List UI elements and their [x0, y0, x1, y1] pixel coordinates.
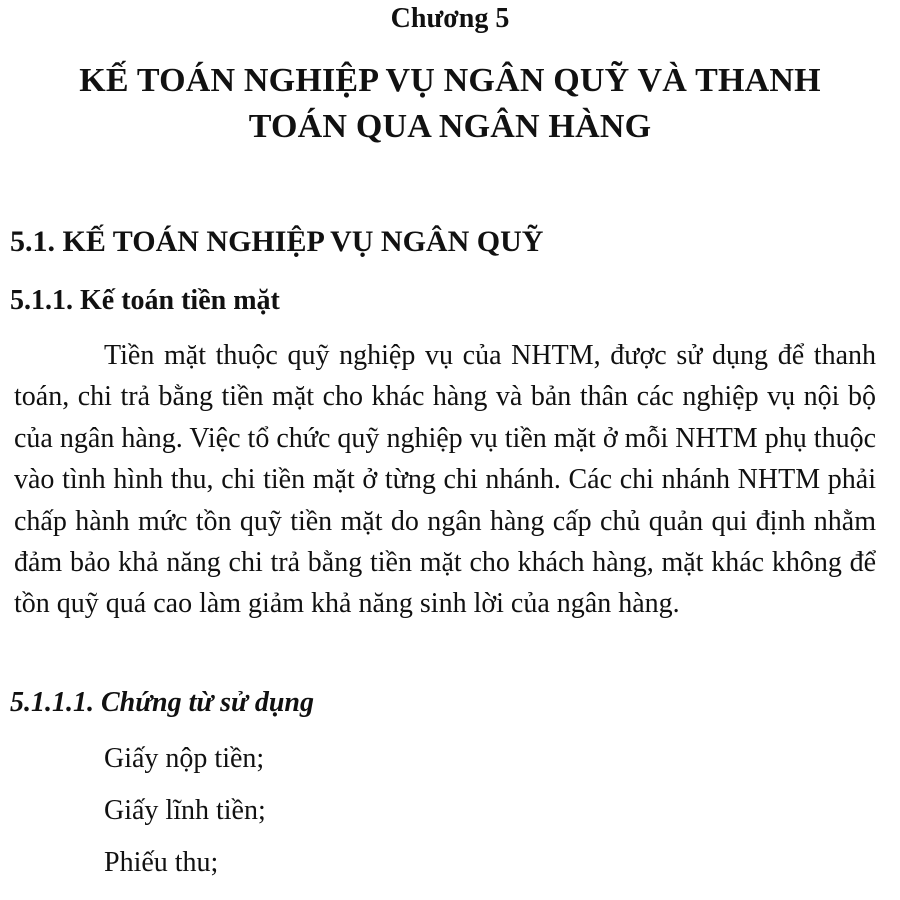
list-item: Giấy nộp tiền; — [104, 743, 265, 774]
document-list — [104, 740, 266, 896]
chapter-title-line-2: TOÁN QUA NGÂN HÀNG — [248, 108, 652, 145]
subsection-heading: 5.1.1. Kế toán tiền mặt — [10, 285, 280, 316]
subsubsection-heading: 5.1.1.1. Chứng từ sử dụng — [10, 687, 314, 718]
body-paragraph: Tiền mặt thuộc quỹ nghiệp vụ của NHTM, được sử dụng để thanh toán, chi trả bằng tiền mặt cho khác hàng và bản thân các nghiệp vụ nội bộ của ngân hàng. Việc tổ chức quỹ nghiệp vụ tiền mặt ở mỗi NHTM phụ thuộc vào tình hình thu, chi tiền mặt ở từng chi nhánh. Các chi nhánh NHTM phải chấp hành mức tồn quỹ tiền mặt do ngân hàng cấp chủ quản qui định nhằm đảm bảo khả năng chi trả bằng tiền mặt cho khách hàng, mặt khác không để tồn quỹ quá cao làm giảm khả năng sinh lời của ngân hàng. — [14, 340, 876, 620]
chapter-title-line-1: KẾ TOÁN NGHIỆP VỤ NGÂN QUỸ VÀ THANH — [79, 62, 821, 99]
list-item: Giấy lĩnh tiền; — [104, 795, 266, 826]
list-item: Phiếu thu; — [104, 847, 219, 878]
section-heading: 5.1. KẾ TOÁN NGHIỆP VỤ NGÂN QUỸ — [10, 225, 544, 258]
chapter-label: Chương 5 — [390, 3, 510, 34]
chapter-title — [20, 58, 880, 150]
